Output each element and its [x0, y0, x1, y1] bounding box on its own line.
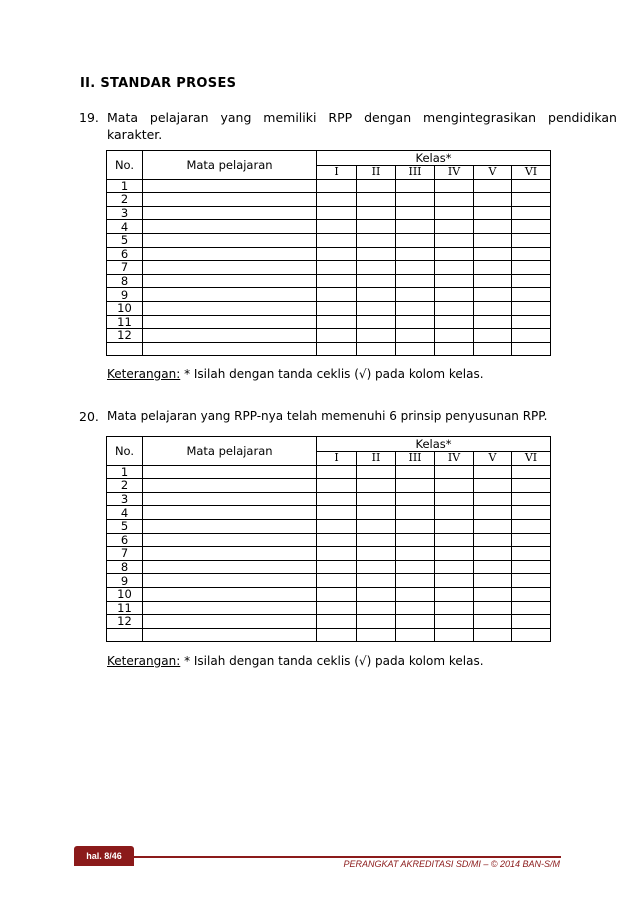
table-row — [107, 274, 551, 288]
table-row — [107, 533, 551, 547]
grade-check-cell[interactable] — [435, 288, 474, 302]
grade-check-cell[interactable] — [435, 247, 474, 261]
grade-check-cell[interactable] — [435, 465, 474, 479]
row-number: 3 — [107, 206, 143, 220]
question-text-line2: karakter. — [107, 127, 163, 142]
grade-check-cell[interactable] — [435, 342, 474, 356]
grade-check-cell[interactable] — [357, 628, 396, 642]
grade-check-cell[interactable] — [396, 601, 435, 615]
grade-check-cell[interactable] — [317, 193, 357, 207]
row-number — [107, 342, 143, 356]
grade-check-cell[interactable] — [396, 206, 435, 220]
grade-check-cell[interactable] — [512, 479, 551, 493]
row-number: 12 — [107, 615, 143, 629]
grade-check-cell[interactable] — [317, 233, 357, 247]
grade-check-cell[interactable] — [435, 261, 474, 275]
grade-check-cell[interactable] — [474, 601, 512, 615]
grade-check-cell[interactable] — [396, 193, 435, 207]
grade-check-cell[interactable] — [317, 247, 357, 261]
table-row — [107, 479, 551, 493]
row-number: 10 — [107, 587, 143, 601]
note-label: Keterangan: — [107, 367, 181, 381]
grade-check-cell[interactable] — [357, 574, 396, 588]
grade-check-cell[interactable] — [357, 247, 396, 261]
grade-check-cell[interactable] — [435, 479, 474, 493]
header-subject: Mata pelajaran — [143, 437, 317, 466]
grade-check-cell[interactable] — [512, 342, 551, 356]
grade-check-cell[interactable] — [317, 288, 357, 302]
grade-check-cell[interactable] — [317, 220, 357, 234]
grade-check-cell[interactable] — [474, 329, 512, 343]
row-number: 12 — [107, 329, 143, 343]
grade-check-cell[interactable] — [512, 587, 551, 601]
subject-cell[interactable] — [143, 615, 317, 629]
grade-check-cell[interactable] — [396, 220, 435, 234]
grade-check-cell[interactable] — [474, 533, 512, 547]
grade-check-cell[interactable] — [357, 560, 396, 574]
grade-check-cell[interactable] — [357, 465, 396, 479]
subject-cell[interactable] — [143, 601, 317, 615]
subject-cell[interactable] — [143, 220, 317, 234]
grade-check-cell[interactable] — [357, 479, 396, 493]
header-kelas: Kelas* — [317, 151, 551, 166]
header-grade: V — [474, 452, 512, 466]
grade-check-cell[interactable] — [512, 206, 551, 220]
grade-check-cell[interactable] — [435, 506, 474, 520]
grade-check-cell[interactable] — [317, 301, 357, 315]
grade-check-cell[interactable] — [357, 206, 396, 220]
grade-check-cell[interactable] — [435, 519, 474, 533]
subject-cell[interactable] — [143, 247, 317, 261]
grade-check-cell[interactable] — [317, 547, 357, 561]
grade-check-cell[interactable] — [317, 315, 357, 329]
grade-check-cell[interactable] — [512, 615, 551, 629]
grade-check-cell[interactable] — [357, 601, 396, 615]
table-row — [107, 601, 551, 615]
grade-check-cell[interactable] — [474, 465, 512, 479]
question-number: 20. — [79, 409, 99, 424]
grade-check-cell[interactable] — [357, 288, 396, 302]
subject-cell[interactable] — [143, 587, 317, 601]
note-20 — [107, 654, 484, 668]
grade-check-cell[interactable] — [396, 233, 435, 247]
row-number: 3 — [107, 492, 143, 506]
grade-check-cell[interactable] — [357, 261, 396, 275]
table-row — [107, 465, 551, 479]
grade-check-cell[interactable] — [474, 247, 512, 261]
table-row — [107, 288, 551, 302]
grade-check-cell[interactable] — [396, 533, 435, 547]
table-row — [107, 247, 551, 261]
grade-check-cell[interactable] — [317, 574, 357, 588]
subject-cell[interactable] — [143, 179, 317, 193]
grade-check-cell[interactable] — [435, 274, 474, 288]
grade-check-cell[interactable] — [396, 492, 435, 506]
grade-check-cell[interactable] — [474, 479, 512, 493]
grade-check-cell[interactable] — [317, 206, 357, 220]
grade-check-cell[interactable] — [317, 261, 357, 275]
grade-check-cell[interactable] — [357, 233, 396, 247]
table-row — [107, 233, 551, 247]
subject-cell[interactable] — [143, 288, 317, 302]
grade-check-cell[interactable] — [317, 179, 357, 193]
row-number: 9 — [107, 574, 143, 588]
grade-check-cell[interactable] — [512, 329, 551, 343]
grade-check-cell[interactable] — [474, 193, 512, 207]
subject-table-20 — [106, 436, 551, 642]
grade-check-cell[interactable] — [512, 193, 551, 207]
table-row — [107, 560, 551, 574]
grade-check-cell[interactable] — [317, 342, 357, 356]
grade-check-cell[interactable] — [474, 179, 512, 193]
grade-check-cell[interactable] — [357, 179, 396, 193]
row-number: 8 — [107, 560, 143, 574]
table-row — [107, 587, 551, 601]
row-number: 11 — [107, 601, 143, 615]
subject-cell[interactable] — [143, 206, 317, 220]
grade-check-cell[interactable] — [512, 220, 551, 234]
grade-check-cell[interactable] — [512, 506, 551, 520]
row-number: 2 — [107, 479, 143, 493]
question-20 — [79, 408, 569, 425]
table-row — [107, 329, 551, 343]
grade-check-cell[interactable] — [357, 342, 396, 356]
grade-check-cell[interactable] — [435, 574, 474, 588]
grade-check-cell[interactable] — [435, 301, 474, 315]
grade-check-cell[interactable] — [512, 315, 551, 329]
row-number: 1 — [107, 465, 143, 479]
grade-check-cell[interactable] — [474, 560, 512, 574]
header-grade: I — [317, 452, 357, 466]
grade-check-cell[interactable] — [435, 220, 474, 234]
row-number: 7 — [107, 261, 143, 275]
grade-check-cell[interactable] — [512, 288, 551, 302]
subject-cell[interactable] — [143, 315, 317, 329]
row-number: 7 — [107, 547, 143, 561]
grade-check-cell[interactable] — [435, 329, 474, 343]
grade-check-cell[interactable] — [435, 179, 474, 193]
grade-check-cell[interactable] — [474, 220, 512, 234]
subject-cell[interactable] — [143, 329, 317, 343]
grade-check-cell[interactable] — [435, 560, 474, 574]
table-row — [107, 342, 551, 356]
grade-check-cell[interactable] — [357, 329, 396, 343]
grade-check-cell[interactable] — [435, 547, 474, 561]
subject-cell[interactable] — [143, 261, 317, 275]
header-grade: III — [396, 166, 435, 180]
grade-check-cell[interactable] — [474, 315, 512, 329]
grade-check-cell[interactable] — [357, 519, 396, 533]
grade-check-cell[interactable] — [317, 506, 357, 520]
subject-cell[interactable] — [143, 628, 317, 642]
grade-check-cell[interactable] — [357, 193, 396, 207]
grade-check-cell[interactable] — [474, 492, 512, 506]
grade-check-cell[interactable] — [396, 247, 435, 261]
header-no: No. — [107, 437, 143, 466]
grade-check-cell[interactable] — [357, 533, 396, 547]
row-number: 6 — [107, 247, 143, 261]
grade-check-cell[interactable] — [512, 492, 551, 506]
subject-cell[interactable] — [143, 233, 317, 247]
subject-cell[interactable] — [143, 533, 317, 547]
grade-check-cell[interactable] — [474, 288, 512, 302]
table-row — [107, 628, 551, 642]
grade-check-cell[interactable] — [396, 479, 435, 493]
grade-check-cell[interactable] — [474, 233, 512, 247]
subject-cell[interactable] — [143, 193, 317, 207]
grade-check-cell[interactable] — [435, 601, 474, 615]
grade-check-cell[interactable] — [512, 628, 551, 642]
row-number: 4 — [107, 220, 143, 234]
grade-check-cell[interactable] — [474, 547, 512, 561]
grade-check-cell[interactable] — [396, 574, 435, 588]
grade-check-cell[interactable] — [474, 628, 512, 642]
note-text: * Isilah dengan tanda ceklis (√) pada kolom kelas. — [180, 654, 484, 668]
grade-check-cell[interactable] — [474, 506, 512, 520]
note-19 — [107, 367, 484, 381]
header-grade: III — [396, 452, 435, 466]
grade-check-cell[interactable] — [396, 261, 435, 275]
subject-cell[interactable] — [143, 342, 317, 356]
row-number: 6 — [107, 533, 143, 547]
grade-check-cell[interactable] — [396, 628, 435, 642]
header-no: No. — [107, 151, 143, 180]
header-grade: IV — [435, 166, 474, 180]
grade-check-cell[interactable] — [357, 301, 396, 315]
header-subject: Mata pelajaran — [143, 151, 317, 180]
grade-check-cell[interactable] — [317, 628, 357, 642]
grade-check-cell[interactable] — [396, 301, 435, 315]
grade-check-cell[interactable] — [435, 233, 474, 247]
grade-check-cell[interactable] — [474, 587, 512, 601]
subject-cell[interactable] — [143, 465, 317, 479]
grade-check-cell[interactable] — [396, 288, 435, 302]
table-row — [107, 574, 551, 588]
grade-check-cell[interactable] — [512, 465, 551, 479]
grade-check-cell[interactable] — [512, 274, 551, 288]
grade-check-cell[interactable] — [317, 519, 357, 533]
row-number: 5 — [107, 519, 143, 533]
grade-check-cell[interactable] — [435, 628, 474, 642]
header-grade: VI — [512, 452, 551, 466]
grade-check-cell[interactable] — [512, 601, 551, 615]
subject-cell[interactable] — [143, 560, 317, 574]
grade-check-cell[interactable] — [357, 506, 396, 520]
subject-cell[interactable] — [143, 479, 317, 493]
table-row — [107, 220, 551, 234]
grade-check-cell[interactable] — [317, 479, 357, 493]
grade-check-cell[interactable] — [512, 233, 551, 247]
table-row — [107, 492, 551, 506]
subject-cell[interactable] — [143, 506, 317, 520]
question-number: 19. — [79, 110, 99, 125]
row-number: 11 — [107, 315, 143, 329]
table-row — [107, 261, 551, 275]
header-grade: II — [357, 166, 396, 180]
footer-text: PERANGKAT AKREDITASI SD/MI – © 2014 BAN-S/M — [343, 859, 560, 869]
row-number: 4 — [107, 506, 143, 520]
grade-check-cell[interactable] — [317, 465, 357, 479]
row-number: 10 — [107, 301, 143, 315]
row-number: 2 — [107, 193, 143, 207]
grade-check-cell[interactable] — [357, 492, 396, 506]
grade-check-cell[interactable] — [396, 342, 435, 356]
table-row — [107, 506, 551, 520]
note-text: * Isilah dengan tanda ceklis (√) pada kolom kelas. — [180, 367, 484, 381]
row-number: 1 — [107, 179, 143, 193]
grade-check-cell[interactable] — [357, 587, 396, 601]
row-number — [107, 628, 143, 642]
note-label: Keterangan: — [107, 654, 181, 668]
grade-check-cell[interactable] — [474, 519, 512, 533]
row-number: 5 — [107, 233, 143, 247]
grade-check-cell[interactable] — [512, 519, 551, 533]
grade-check-cell[interactable] — [512, 547, 551, 561]
table-row — [107, 193, 551, 207]
subject-cell[interactable] — [143, 274, 317, 288]
grade-check-cell[interactable] — [474, 206, 512, 220]
grade-check-cell[interactable] — [435, 315, 474, 329]
grade-check-cell[interactable] — [357, 274, 396, 288]
grade-check-cell[interactable] — [396, 315, 435, 329]
grade-check-cell[interactable] — [357, 315, 396, 329]
grade-check-cell[interactable] — [396, 179, 435, 193]
grade-check-cell[interactable] — [317, 533, 357, 547]
grade-check-cell[interactable] — [435, 492, 474, 506]
grade-check-cell[interactable] — [474, 615, 512, 629]
grade-check-cell[interactable] — [317, 587, 357, 601]
row-number: 8 — [107, 274, 143, 288]
grade-check-cell[interactable] — [512, 560, 551, 574]
grade-check-cell[interactable] — [474, 274, 512, 288]
page-number-tab: hal. 8/46 — [74, 846, 134, 866]
grade-check-cell[interactable] — [317, 615, 357, 629]
grade-check-cell[interactable] — [357, 547, 396, 561]
grade-check-cell[interactable] — [396, 506, 435, 520]
grade-check-cell[interactable] — [317, 274, 357, 288]
subject-cell[interactable] — [143, 574, 317, 588]
grade-check-cell[interactable] — [474, 301, 512, 315]
table-row — [107, 315, 551, 329]
subject-cell[interactable] — [143, 519, 317, 533]
grade-check-cell[interactable] — [435, 587, 474, 601]
header-grade: I — [317, 166, 357, 180]
grade-check-cell[interactable] — [317, 601, 357, 615]
subject-cell[interactable] — [143, 547, 317, 561]
grade-check-cell[interactable] — [357, 220, 396, 234]
grade-check-cell[interactable] — [512, 179, 551, 193]
grade-check-cell[interactable] — [317, 329, 357, 343]
grade-check-cell[interactable] — [474, 261, 512, 275]
grade-check-cell[interactable] — [512, 247, 551, 261]
header-kelas: Kelas* — [317, 437, 551, 452]
grade-check-cell[interactable] — [474, 342, 512, 356]
header-grade: V — [474, 166, 512, 180]
grade-check-cell[interactable] — [512, 533, 551, 547]
question-text-line1: Mata pelajaran yang memiliki RPP dengan mengintegrasikan pendidikan — [107, 110, 617, 125]
grade-check-cell[interactable] — [435, 615, 474, 629]
grade-check-cell[interactable] — [317, 492, 357, 506]
grade-check-cell[interactable] — [396, 587, 435, 601]
question-text-line1: Mata pelajaran yang RPP-nya telah memenuhi 6 prinsip penyusunan RPP. — [107, 409, 548, 423]
grade-check-cell[interactable] — [512, 261, 551, 275]
table-row — [107, 301, 551, 315]
section-title: II. STANDAR PROSES — [80, 76, 237, 91]
grade-check-cell[interactable] — [474, 574, 512, 588]
grade-check-cell[interactable] — [396, 615, 435, 629]
header-grade: II — [357, 452, 396, 466]
grade-check-cell[interactable] — [396, 519, 435, 533]
footer-line — [133, 856, 561, 858]
grade-check-cell[interactable] — [396, 465, 435, 479]
grade-check-cell[interactable] — [396, 274, 435, 288]
table-row — [107, 519, 551, 533]
header-grade: VI — [512, 166, 551, 180]
grade-check-cell[interactable] — [396, 560, 435, 574]
subject-cell[interactable] — [143, 301, 317, 315]
grade-check-cell[interactable] — [435, 206, 474, 220]
grade-check-cell[interactable] — [357, 615, 396, 629]
subject-cell[interactable] — [143, 492, 317, 506]
grade-check-cell[interactable] — [512, 574, 551, 588]
table-row — [107, 615, 551, 629]
table-row — [107, 547, 551, 561]
table-row — [107, 179, 551, 193]
header-grade: IV — [435, 452, 474, 466]
subject-table-19 — [106, 150, 551, 356]
grade-check-cell[interactable] — [317, 560, 357, 574]
grade-check-cell[interactable] — [396, 547, 435, 561]
row-number: 9 — [107, 288, 143, 302]
grade-check-cell[interactable] — [512, 301, 551, 315]
grade-check-cell[interactable] — [435, 193, 474, 207]
grade-check-cell[interactable] — [396, 329, 435, 343]
question-19 — [79, 109, 617, 145]
grade-check-cell[interactable] — [435, 533, 474, 547]
table-row — [107, 206, 551, 220]
